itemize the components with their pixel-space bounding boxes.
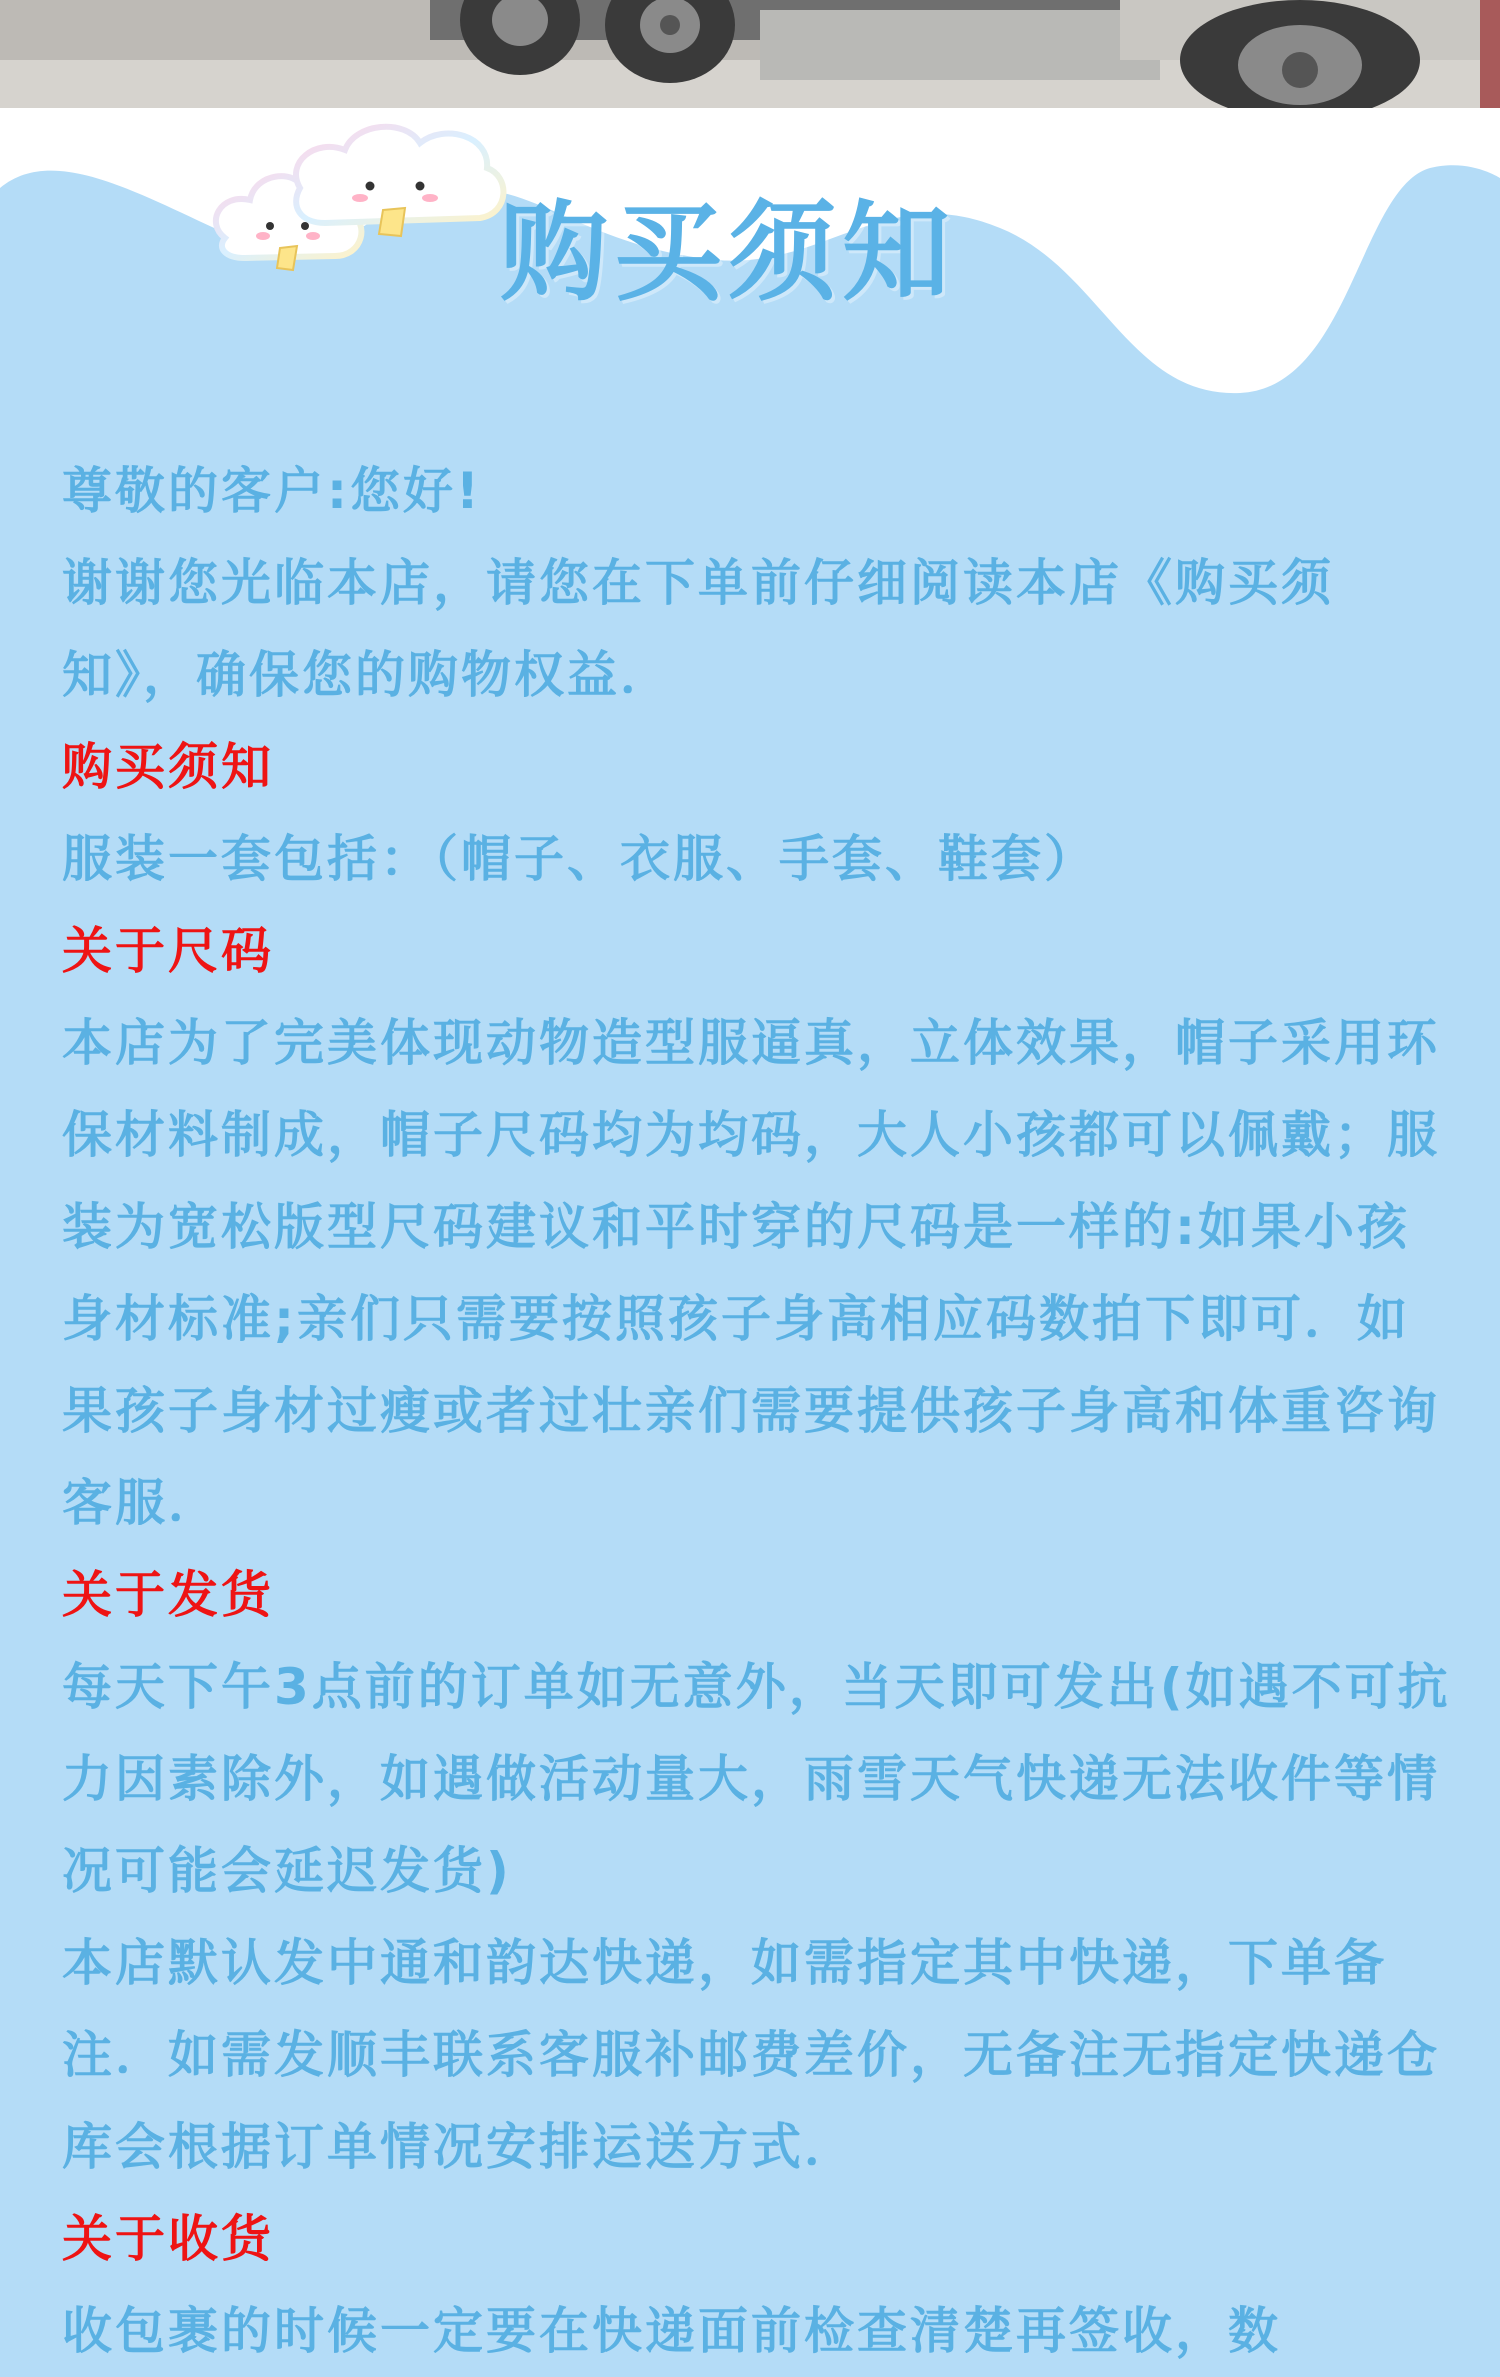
section-text-receiving: 收包裹的时候一定要在快递面前检查清楚再签收，数 — [62, 2302, 1281, 2360]
intro-text: 谢谢您光临本店，请您在下单前仔细阅读本店《购买须知》，确保您的购物权益． — [62, 554, 1334, 704]
top-photo-strip — [0, 0, 1500, 108]
section-title-shipping: 关于发货 — [62, 1566, 274, 1624]
cloud-mascots-icon — [205, 118, 545, 318]
section-title-receiving: 关于收货 — [62, 2210, 274, 2268]
page-title: 购买须知 — [500, 191, 957, 316]
section-text-size: 本店为了完美体现动物造型服逼真，立体效果，帽子采用环保材料制成，帽子尺码均为均码，大人小孩都可以佩戴；服装为宽松版型尺码建议和平时穿的尺码是一样的:如果小孩身材标准;亲们只需要按照孩子身高相应码数拍下即可．如果孩子身材过瘦或者过壮亲们需要提供孩子身高和体重咨询客服． — [62, 1014, 1440, 1532]
section-text-shipping-time: 每天下午3点前的订单如无意外，当天即可发出(如遇不可抗力因素除外，如遇做活动量大，雨雪天气快递无法收件等情况可能会延迟发货) — [62, 1658, 1451, 1900]
section-title-size: 关于尺码 — [62, 922, 274, 980]
greeting-text: 尊敬的客户:您好! — [62, 462, 482, 520]
section-text-shipping-courier: 本店默认发中通和韵达快递，如需指定其中快递，下单备注．如需发顺丰联系客服补邮费差价，无备注无指定快递仓库会根据订单情况安排运送方式． — [62, 1934, 1440, 2176]
notice-content — [62, 445, 1452, 2377]
truck-wheels-image — [0, 0, 1500, 108]
section-title-purchase: 购买须知 — [62, 738, 274, 796]
section-text-purchase: 服装一套包括：（帽子、衣服、手套、鞋套） — [62, 830, 1097, 888]
